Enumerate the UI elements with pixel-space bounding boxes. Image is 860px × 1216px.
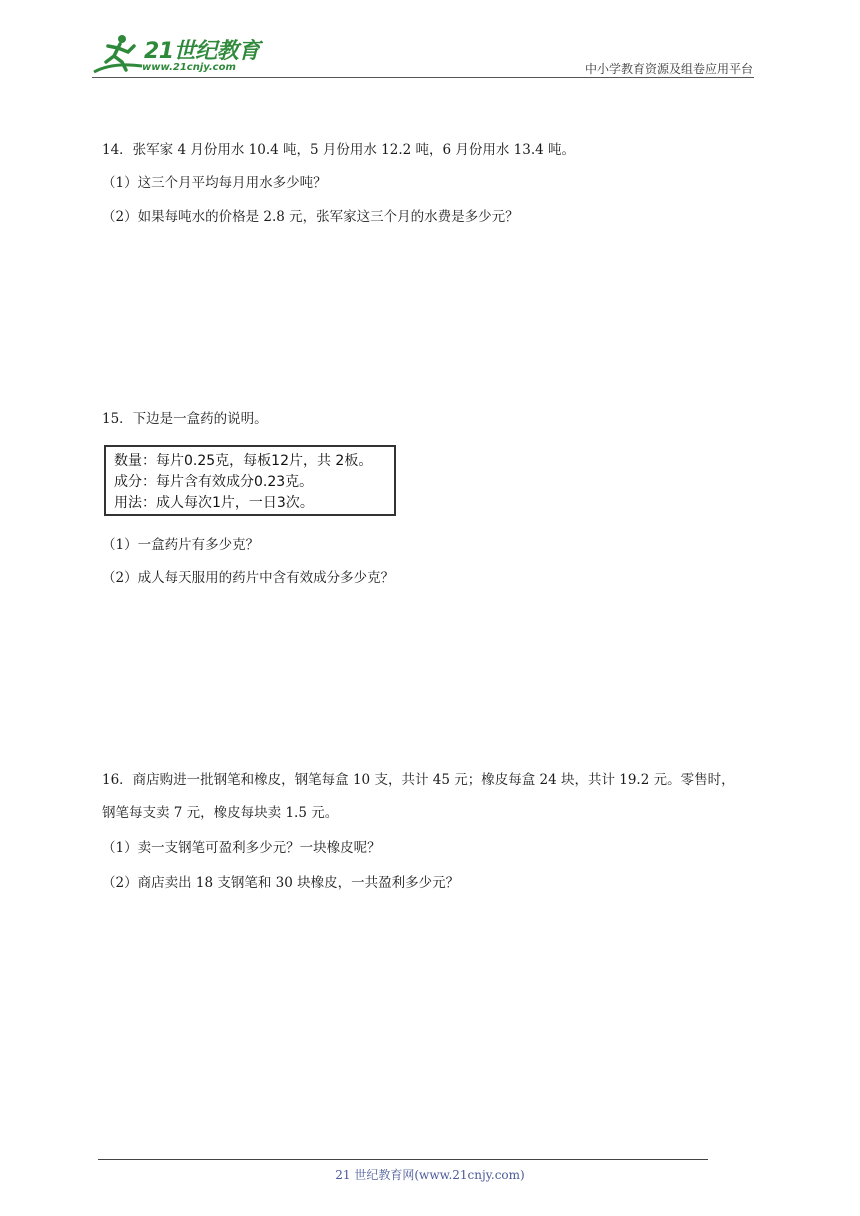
question-15-part-2: （2）成人每天服用的药片中含有效成分多少克？ [102,570,395,586]
site-logo [92,30,262,78]
medicine-instructions-box [104,445,396,516]
footer-site-link[interactable]: 21 世纪教育网(www.21cnjy.com) [335,1168,525,1182]
medicine-ingredient-line: 成分：每片含有效成分0.23克。 [114,474,314,490]
question-14-stem: 14．张军家 4 月份用水 10.4 吨，5 月份用水 12.2 吨，6 月份用水 13.4 吨。 [102,142,576,158]
page-header [0,0,860,80]
logo-wordmark: 21世纪教育 [144,39,260,64]
question-16-part-1: （1）卖一支钢笔可盈利多少元？一块橡皮呢？ [102,840,381,856]
question-16-part-2: （2）商店卖出 18 支钢笔和 30 块橡皮，一共盈利多少元？ [102,875,460,891]
question-14-part-1: （1）这三个月平均每月用水多少吨？ [102,175,327,191]
runner-logo-icon [92,32,144,76]
question-15-part-1: （1）一盒药片有多少克？ [102,537,260,553]
medicine-usage-line: 用法：成人每次1片，一日3次。 [114,495,314,511]
question-14-part-2: （2）如果每吨水的价格是 2.8 元，张军家这三个月的水费是多少元？ [102,209,519,225]
header-divider [92,77,754,78]
question-16-stem-line-1: 16．商店购进一批钢笔和橡皮，钢笔每盒 10 支，共计 45 元；橡皮每盒 24 块，共计 19.2 元。零售时， [102,772,735,788]
footer-divider [98,1159,708,1160]
medicine-quantity-line: 数量：每片0.25克，每板12片，共 2板。 [114,453,373,469]
question-15-stem: 15．下边是一盒药的说明。 [102,411,268,427]
header-platform-text: 中小学教育资源及组卷应用平台 [584,62,753,76]
logo-url: www.21cnjy.com [142,62,236,73]
question-16-stem-line-2: 钢笔每支卖 7 元，橡皮每块卖 1.5 元。 [102,805,339,821]
